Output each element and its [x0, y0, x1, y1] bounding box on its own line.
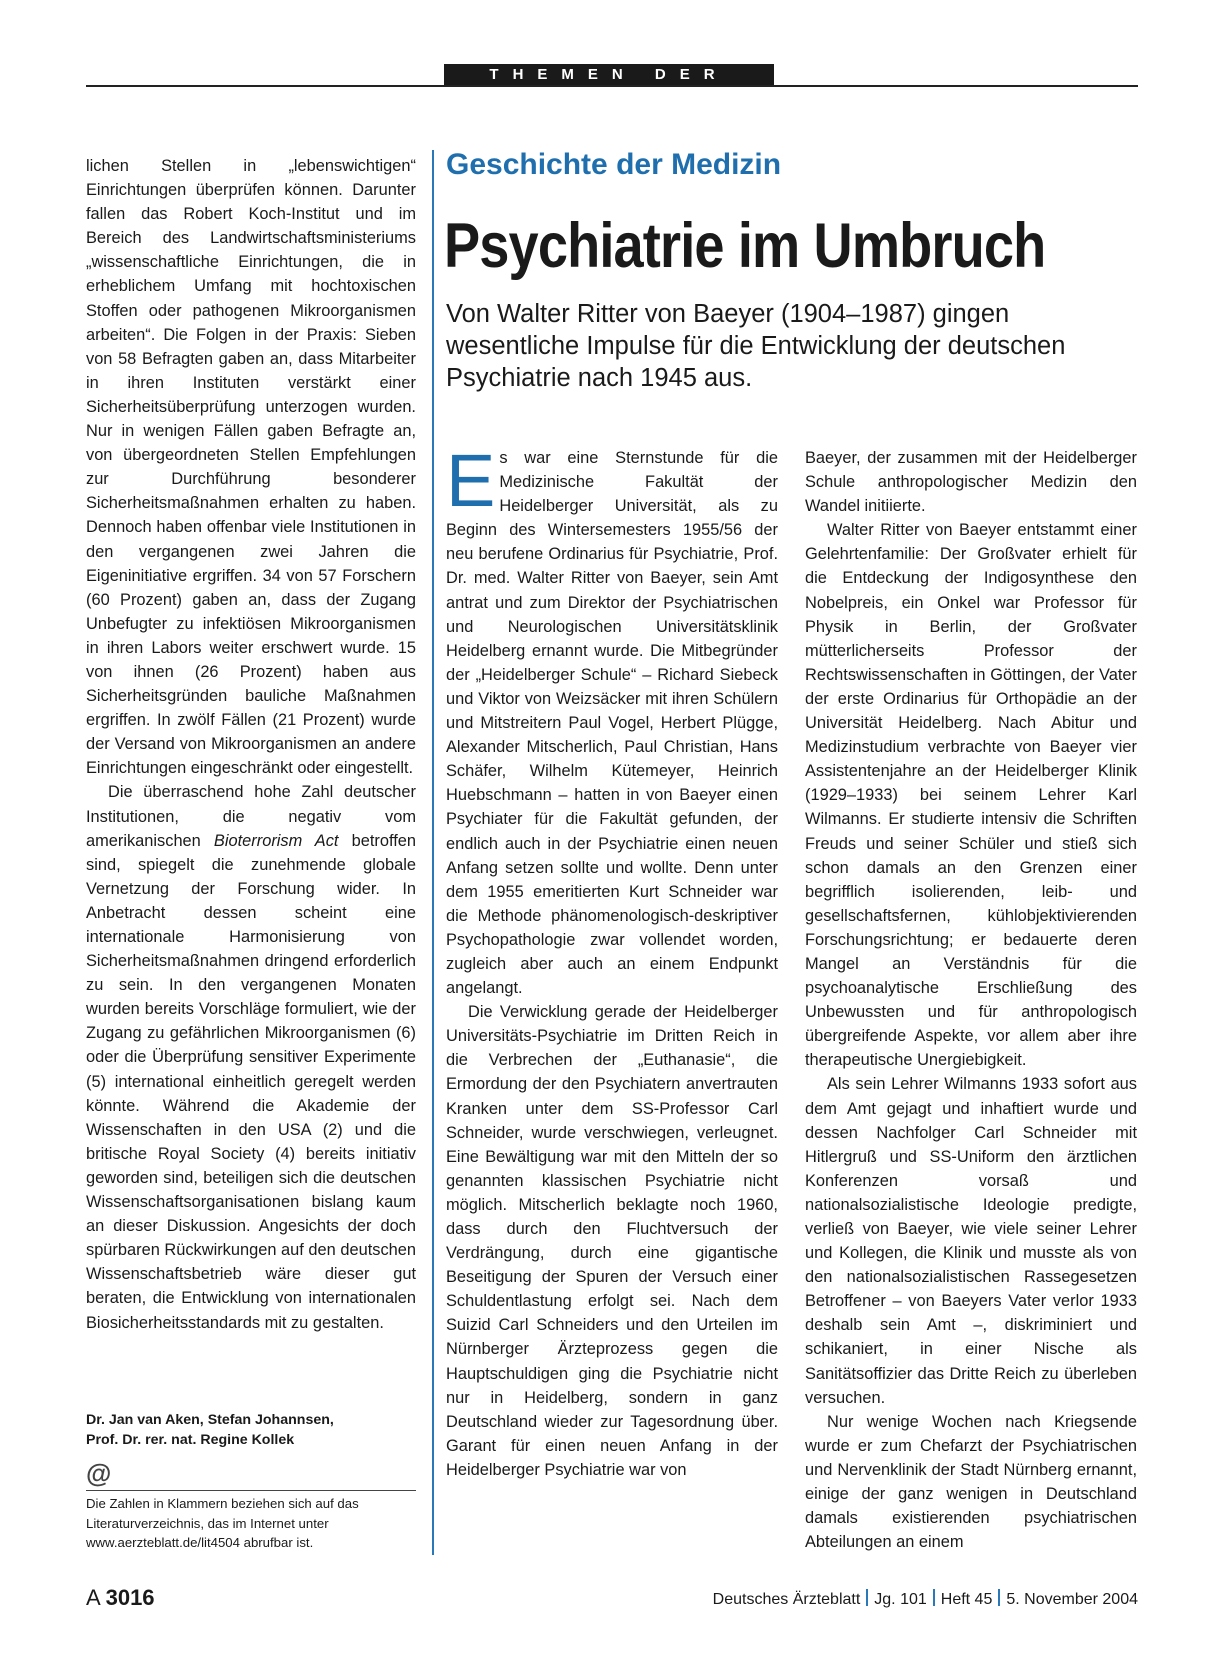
author-line: Dr. Jan van Aken, Stefan Johannsen, — [86, 1412, 334, 1428]
article-paragraph: Baeyer, der zusammen mit der Heidelberger Schule anthropologischer Medizin den Wandel initiierte. — [805, 449, 1137, 516]
article-column-1 — [446, 439, 778, 1482]
article-lead: Von Walter Ritter von Baeyer (1904–1987) gingen wesentliche Impulse für die Entwicklung der deutschen Psychiatrie nach 1945 aus. — [446, 300, 1066, 392]
article-column-2 — [805, 446, 1137, 1554]
previous-article-paragraph — [86, 780, 416, 1334]
footer-separator — [933, 1589, 935, 1606]
page-number — [86, 1585, 155, 1611]
article-paragraph: Nur wenige Wochen nach Kriegsende wurde er zum Chefarzt der Psychiatrischen und Nervenklinik der Stadt Nürnberg ernannt, einige der ganz wenigen in Deutschland damals existierenden psychiatrischen Abteilungen an einem — [805, 1412, 1137, 1552]
author-line: Prof. Dr. rer. nat. Regine Kollek — [86, 1432, 295, 1448]
drop-cap: E — [446, 439, 496, 522]
paragraph-text: Die überraschend hohe Zahl deutscher Institutionen, die negativ vom amerikanischen — [86, 783, 416, 850]
page-prefix: A — [86, 1585, 100, 1610]
previous-article-paragraph: lichen Stellen in „lebenswichtigen“ Einrichtungen überprüfen können. Darunter fallen das Robert Koch-Institut und im Bereich des Landwirtschaftsministeriums „wissenschaftliche Einrichtungen, die in erheblichem Umfang mit hochtoxischen Stoffen oder pathogenen Mikroorganismen arbeiten“. Die Folgen in der Praxis: Sieben von 58 Befragten gaben an, dass Mitarbeiter in ihren Instituten verstärkt einer Sicherheitsüberprüfung unterzogen wurden. Nur in wenigen Fällen gaben Befragte an, von übergeordneten Stellen Empfehlungen zur Durchführung besonderer Sicherheitsmaßnahmen erhalten zu haben. Dennoch haben offenbar viele Institutionen in den vergangenen zwei Jahren die Eigeninitiative ergriffen. 34 von 57 Forschern (60 Prozent) gaben an, dass der Zugang Unbefugter zu infektiösen Mikroorganismen in ihren Labors weiter erschwert wurde. 15 von ihnen (26 Prozent) haben aus Sicherheitsgründen bauliche Maßnahmen ergriffen. In zwölf Fällen (21 Prozent) wurde der Versand von Mikroorganismen an andere Einrichtungen eingeschränkt oder eingestellt. — [86, 157, 416, 778]
note-rule — [86, 1490, 416, 1491]
section-label: THEMEN DER ZEIT — [444, 64, 774, 86]
article-paragraph: Als sein Lehrer Wilmanns 1933 sofort aus dem Amt gejagt und inhaftiert wurde und dessen Nachfolger Carl Schneider mit Hitlergruß und SS-Uniform den ärztlichen Konferenzen vorsaß und nationalsozialistische Ideologie predigte, verließ von Baeyer, wie viele seiner Lehrer und Kollegen, die Klinik und musste als von den nationalsozialistischen Rassegesetzen Betroffener – von Baeyers Vater verlor 1933 deshalb sein Amt –, diskriminiert und schikaniert, in einer Nische als Sanitätsoffizier das Dritte Reich zu überleben versuchen. — [805, 1075, 1137, 1407]
column-divider — [432, 150, 434, 1555]
author-credits — [86, 1410, 416, 1450]
article-paragraph: Walter Ritter von Baeyer entstammt einer Gelehrtenfamilie: Der Großvater erhielt für die Entdeckung der Indigosynthese den Nobelpreis, ein Onkel war Professor für Physik in Berlin, der Großvater mütterlicherseits Professor der Rechtswissenschaften in Göttingen, der Vater der erste Ordinarius für Orthopädie an der Universität Heidelberg. Nach Abitur und Medizinstudium verbrachte von Baeyer vier Assistentenjahre an der Heidelberger Klinik (1929–1933) bei seinem Lehrer Karl Wilmanns. Er studierte intensiv die Schriften Freuds und seiner Schüler und stieß sich schon damals an den Grenzen einer begrifflich isolierenden, leib- und gesellschaftsfernen, kühlobjektivierenden Forschungsrichtung; er bedauerte deren Mangel an Verständnis für die psychoanalytische Erschließung des Unbewussten und für anthropologisch übergreifende Aspekte, vor allem aber ihre therapeutische Unergiebigkeit. — [805, 521, 1137, 1070]
article-title: Psychiatrie im Umbruch — [444, 211, 1046, 281]
header-rule — [86, 85, 1138, 87]
reference-note: Die Zahlen in Klammern beziehen sich auf das Literaturverzeichnis, das im Internet unter www.aerzteblatt.de/lit4504 abrufbar ist. — [86, 1496, 359, 1550]
article-kicker: Geschichte der Medizin — [446, 148, 782, 181]
previous-article-column — [86, 154, 416, 1335]
page-number-value: 3016 — [105, 1585, 155, 1610]
footer-separator — [866, 1589, 868, 1606]
article-paragraph — [446, 439, 778, 1000]
paragraph-text: s war eine Sternstunde für die Medizinische Fakultät der Heidelberger Universität, als zu Beginn des Wintersemesters 1955/56 der neu berufene Ordinarius für Psychiatrie, Prof. Dr. med. Walter Ritter von Baeyer, sein Amt antrat und zum Direktor der Psychiatrischen und Neurologischen Universitätsklinik Heidelberg ernannt wurde. Die Mitbegründer der „Heidelberger Schule“ – Richard Siebeck und Viktor von Weizsäcker mit ihren Schülern und Mitstreitern Paul Vogel, Herbert Plügge, Alexander Mitscherlich, Paul Christian, Hans Schäfer, Wilhelm Kütemeyer, Heinrich Huebschmann – hatten in von Baeyer einen Psychiater für die Fakultät gefunden, der endlich auch in der Psychiatrie einen neuen Anfang setzen sollte und wollte. Denn unter dem 1955 emeritierten Kurt Schneider war die Methode phänomenologisch-deskriptiver Psychopathologie zwar vollendet worden, zugleich aber auch an einem Endpunkt angelangt. — [446, 449, 778, 998]
footer-separator — [998, 1589, 1000, 1606]
journal-date: 5. November 2004 — [1006, 1591, 1138, 1608]
journal-issue: Heft 45 — [940, 1591, 993, 1608]
journal-name: Deutsches Ärzteblatt — [712, 1591, 861, 1608]
journal-volume: Jg. 101 — [874, 1591, 927, 1608]
paragraph-text: betroffen sind, spiegelt die zunehmende globale Vernetzung der Forschung wider. In Anbetracht dessen scheint eine internationale Harmonisierung von Sicherheitsmaßnahmen dringend erforderlich zu sein. In den vergangenen Monaten wurden bereits Vorschläge formuliert, wie der Zugang zu gefährlichen Mikroorganismen (6) oder die Überprüfung sensitiver Experimente (5) international einheitlich geregelt werden könnte. Während die Akademie der Wissenschaften in den USA (2) und die britische Royal Society (4) bereits initiativ geworden sind, beteiligen sich die deutschen Wissenschaftsorganisationen bislang kaum an dieser Diskussion. Angesichts der doch spürbaren Rückwirkungen auf den deutschen Wissenschaftsbetrieb wäre dieser gut beraten, die Entwicklung von internationalen Biosicherheitsstandards mit zu gestalten. — [86, 831, 416, 1332]
italic-term: Bioterrorism Act — [213, 831, 339, 850]
article-paragraph: Die Verwicklung gerade der Heidelberger Universitäts-Psychiatrie im Dritten Reich in die Verbrechen der „Euthanasie“, die Ermordung der den Psychiatern anvertrauten Kranken unter dem SS-Professor Carl Schneider, wurde verschwiegen, verleugnet. Eine Bewältigung war mit den Mitteln der so genannten klassischen Psychiatrie nicht möglich. Mitscherlich beklagte noch 1960, dass durch den Fluchtversuch der Verdrängung, durch eine gigantische Beseitigung der Spuren der Versuch einer Schuldentlastung erfolgt sei. Nach dem Suizid Carl Schneiders und den Urteilen im Nürnberger Ärzteprozess gegen die Hauptschuldigen ging die Psychiatrie nicht nur in Heidelberg, sondern in ganz Deutschland wieder zur Tagesordnung über. Garant für einen neuen Anfang in der Heidelberger Psychiatrie war von — [446, 1003, 778, 1479]
journal-footer — [713, 1589, 1138, 1609]
at-icon: @ — [86, 1458, 112, 1488]
